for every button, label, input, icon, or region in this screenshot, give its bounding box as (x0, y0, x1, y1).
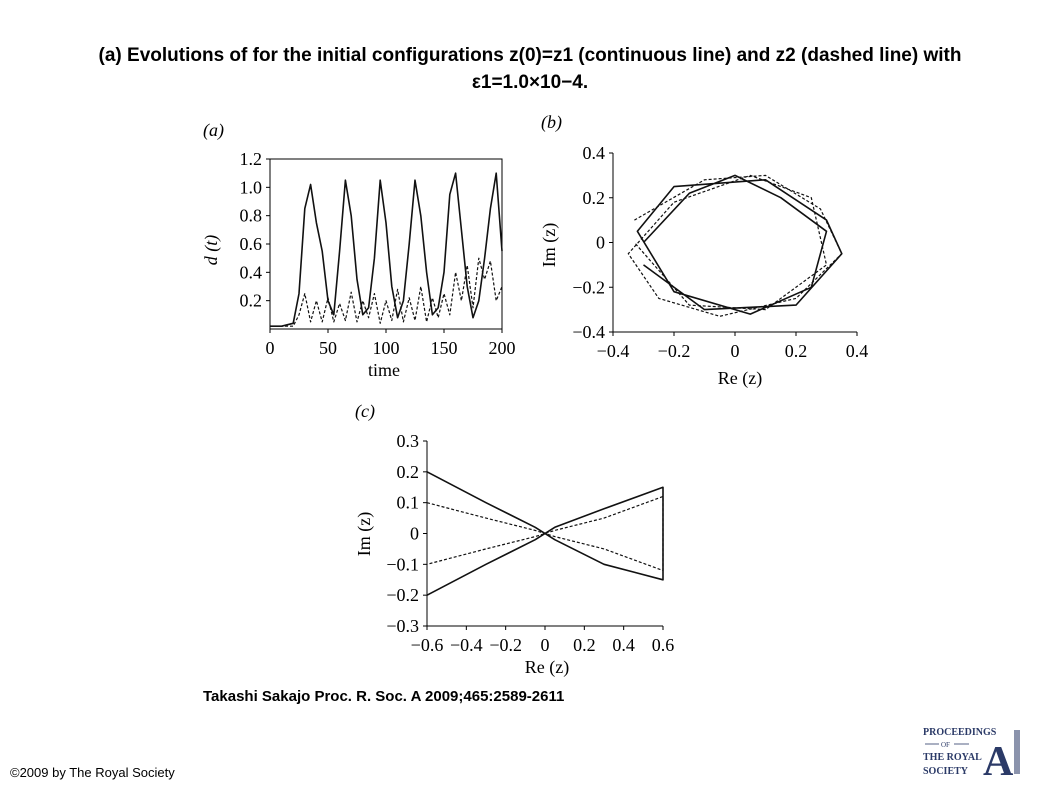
panel-c-y-tick-label: 0.3 (396, 431, 419, 451)
panel-a-series (270, 173, 502, 326)
panel-c-series-dashed (427, 497, 663, 571)
logo-letter: A (983, 739, 1014, 779)
panel-c-x-tick-label: 0.6 (651, 635, 675, 655)
panel-a (201, 120, 516, 380)
panel-b-x-tick-label: 0.2 (784, 341, 808, 361)
panel-a-series-dashed (270, 258, 502, 326)
panel-c-x-tick-label: −0.2 (489, 635, 522, 655)
panel-b-y-tick-label: 0.4 (582, 143, 605, 163)
panel-c-xlabel: Re (z) (524, 657, 570, 677)
panel-a-xlabel: time (368, 360, 400, 380)
title-line-1: (a) Evolutions of for the initial configurations z(0)=z1 (continuous line) and z2 (dashed line) with (98, 45, 962, 66)
panel-a-y-tick-label: 0.6 (239, 234, 262, 254)
panel-c-x-tick-label: 0.2 (573, 635, 596, 655)
copyright: ©2009 by The Royal Society (10, 765, 175, 780)
panel-a-x-tick-label: 200 (488, 338, 516, 358)
panel-c-y-tick-label: −0.3 (386, 616, 419, 636)
panel-b-x-tick-label: −0.4 (596, 341, 630, 361)
panel-c-y-tick-label: −0.2 (386, 585, 419, 606)
panel-a-label: (a) (203, 120, 224, 140)
panel-b-x-tick-label: 0.4 (845, 341, 869, 361)
logo-line-4: SOCIETY (923, 766, 969, 777)
logo-line-1: PROCEEDINGS (923, 727, 997, 738)
panel-c-series (427, 472, 663, 595)
panel-b-series-continuous (637, 175, 841, 314)
panel-c-label: (c) (355, 401, 375, 421)
panel-c-x-tick-label: −0.4 (450, 635, 483, 655)
panel-b-x-tick-label: −0.2 (657, 341, 691, 361)
panel-b-ylabel: Im (z) (539, 222, 559, 268)
panel-a-frame (270, 159, 502, 329)
panel-a-y-tick-label: 1.2 (239, 149, 262, 169)
panel-a-y-tick-label: 0.4 (239, 262, 262, 283)
panel-b-label: (b) (541, 112, 562, 132)
panel-b-series-dashed (628, 175, 842, 316)
panel-a-x-tick-label: 100 (372, 338, 400, 358)
panel-b-y-tick-label: −0.4 (572, 322, 605, 342)
panel-c (354, 401, 674, 678)
panel-a-y-tick-label: 0.8 (239, 205, 262, 226)
panel-b-y-tick-label: −0.2 (572, 277, 605, 298)
panel-c-ylabel: Im (z) (354, 511, 374, 557)
panel-b-y-tick-label: 0.2 (582, 187, 605, 208)
panel-c-x-tick-label: 0.4 (612, 635, 635, 655)
panel-b-series (628, 175, 842, 316)
logo-side-text-block (1014, 730, 1020, 774)
panel-c-x-tick-label: −0.6 (410, 635, 444, 655)
panel-c-y-tick-label: 0.2 (396, 461, 419, 482)
panel-a-series-continuous (270, 173, 502, 326)
panel-a-x-tick-label: 0 (265, 338, 275, 358)
royal-society-logo (921, 724, 1026, 779)
panel-a-y-tick-label: 0.2 (239, 290, 262, 311)
citation: Takashi Sakajo Proc. R. Soc. A 2009;465:2589-2611 (203, 688, 565, 705)
panel-c-y-tick-label: 0.1 (396, 492, 419, 513)
panel-a-x-tick-label: 150 (430, 338, 458, 358)
panel-c-x-tick-label: 0 (540, 635, 550, 655)
logo-line-2: OF (941, 741, 950, 749)
panel-a-y-tick-label: 1.0 (239, 177, 262, 198)
panel-c-y-tick-label: −0.1 (386, 554, 419, 575)
panel-b-y-tick-label: 0 (596, 232, 605, 253)
panel-b-xlabel: Re (z) (717, 368, 763, 388)
logo-line-3: THE ROYAL (923, 752, 982, 763)
panel-a-ylabel: d (t) (201, 234, 221, 266)
panel-a-x-tick-label: 50 (319, 338, 337, 358)
panel-b-x-tick-label: 0 (730, 341, 740, 361)
panel-b (539, 112, 868, 389)
title-line-2: ε1=1.0×10−4. (471, 72, 589, 93)
panel-c-y-tick-label: 0 (410, 523, 419, 544)
